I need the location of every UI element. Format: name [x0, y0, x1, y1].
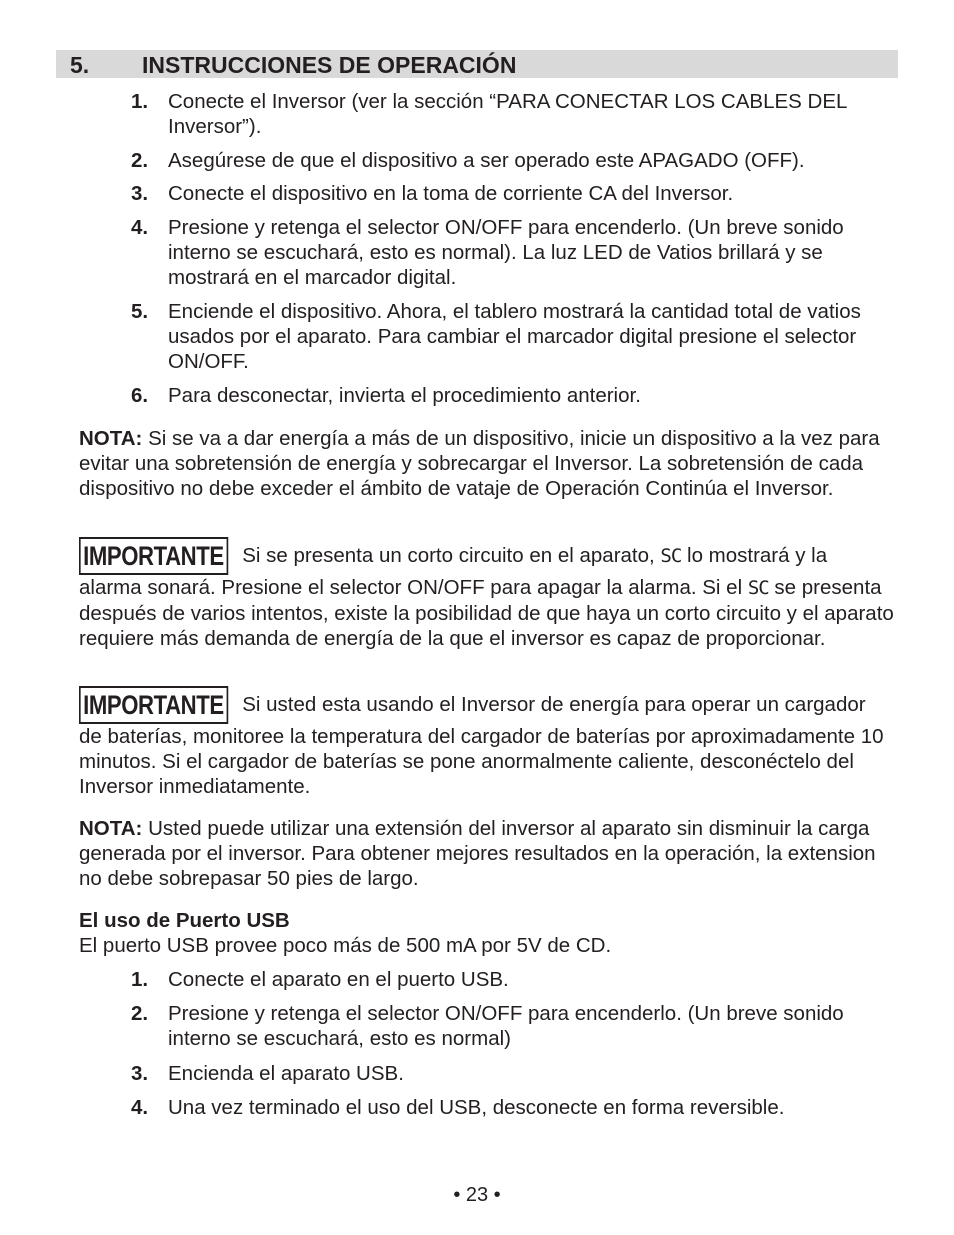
step-number: 1.	[131, 90, 149, 113]
sc-code: SC	[747, 577, 769, 599]
importante-text: Si usted esta usando el Inversor de energía para operar un cargador de baterías, monitoree la temperatura del cargador de baterías por aproximadamente 10 minutos. Si el cargador de baterías se pone anormalmente caliente, desconéctelo del Inversor inmediatamente.	[79, 693, 884, 798]
sc-code: SC	[660, 545, 682, 567]
step-text: Conecte el dispositivo en la toma de corriente CA del Inversor.	[168, 182, 734, 205]
step-number: 2.	[131, 1002, 149, 1025]
usb-heading: El uso de Puerto USB	[79, 909, 290, 932]
step-number: 3.	[131, 1062, 149, 1085]
step-text: Asegúrese de que el dispositivo a ser operado este APAGADO (OFF).	[168, 149, 805, 172]
importante-text: se presenta después de varios intentos, existe la posibilidad de que haya un corto circuito y el aparato requiere más demanda de energía de la que el inversor es capaz de proporcionar.	[79, 576, 894, 650]
section-title: INSTRUCCIONES DE OPERACIÓN	[142, 52, 517, 78]
nota-text: Usted puede utilizar una extensión del inversor al aparato sin disminuir la carga generada por el inversor. Para obtener mejores resultados en la operación, la extension no debe sobrepasar 50 pies de largo.	[79, 817, 876, 890]
step-text: Conecte el aparato en el puerto USB.	[168, 968, 509, 991]
step-number: 2.	[131, 149, 149, 172]
section-header	[56, 50, 898, 78]
page-number: • 23 •	[453, 1184, 501, 1206]
step-number: 5.	[131, 300, 149, 323]
nota-label: NOTA:	[79, 817, 143, 840]
importante-label: IMPORTANTE	[79, 537, 228, 575]
nota-text: Si se va a dar energía a más de un dispositivo, inicie un dispositivo a la vez para evitar una sobretensión de energía y sobrecargar el Inversor. La sobretensión de cada dispositivo no debe exceder el ámbito de vataje de Operación Continúa el Inversor.	[79, 427, 880, 500]
step-text: Conecte el Inversor (ver la sección “PARA CONECTAR LOS CABLES DEL Inversor”).	[168, 90, 847, 138]
nota-paragraph	[79, 426, 894, 501]
nota-paragraph	[79, 816, 894, 891]
step-number: 6.	[131, 384, 149, 407]
step-text: Enciende el dispositivo. Ahora, el tablero mostrará la cantidad total de vatios usados por el aparato. Para cambiar el marcador digital presione el selector ON/OFF.	[168, 300, 861, 373]
step-number: 4.	[131, 216, 149, 239]
step-text: Presione y retenga el selector ON/OFF para encenderlo. (Un breve sonido interno se escuchará, esto es normal). La luz LED de Vatios brillará y se mostrará en el marcador digital.	[168, 216, 844, 289]
step-text: Para desconectar, invierta el procedimiento anterior.	[168, 384, 641, 407]
step-text: Una vez terminado el uso del USB, desconecte en forma reversible.	[168, 1096, 785, 1119]
step-number: 3.	[131, 182, 149, 205]
importante-paragraph	[79, 686, 894, 799]
step-number: 4.	[131, 1096, 149, 1119]
importante-text: lo mostrará y la alarma sonará. Presione el selector ON/OFF para apagar la alarma. Si el	[79, 544, 828, 599]
nota-label: NOTA:	[79, 427, 143, 450]
importante-paragraph	[79, 537, 894, 651]
usb-intro: El puerto USB provee poco más de 500 mA por 5V de CD.	[79, 934, 612, 957]
step-text: Encienda el aparato USB.	[168, 1062, 404, 1085]
section-number: 5.	[70, 52, 90, 78]
step-text: Presione y retenga el selector ON/OFF para encenderlo. (Un breve sonido interno se escuchará, esto es normal)	[168, 1002, 844, 1050]
importante-text: Si se presenta un corto circuito en el aparato,	[242, 544, 661, 567]
importante-label: IMPORTANTE	[79, 686, 228, 724]
step-number: 1.	[131, 968, 149, 991]
